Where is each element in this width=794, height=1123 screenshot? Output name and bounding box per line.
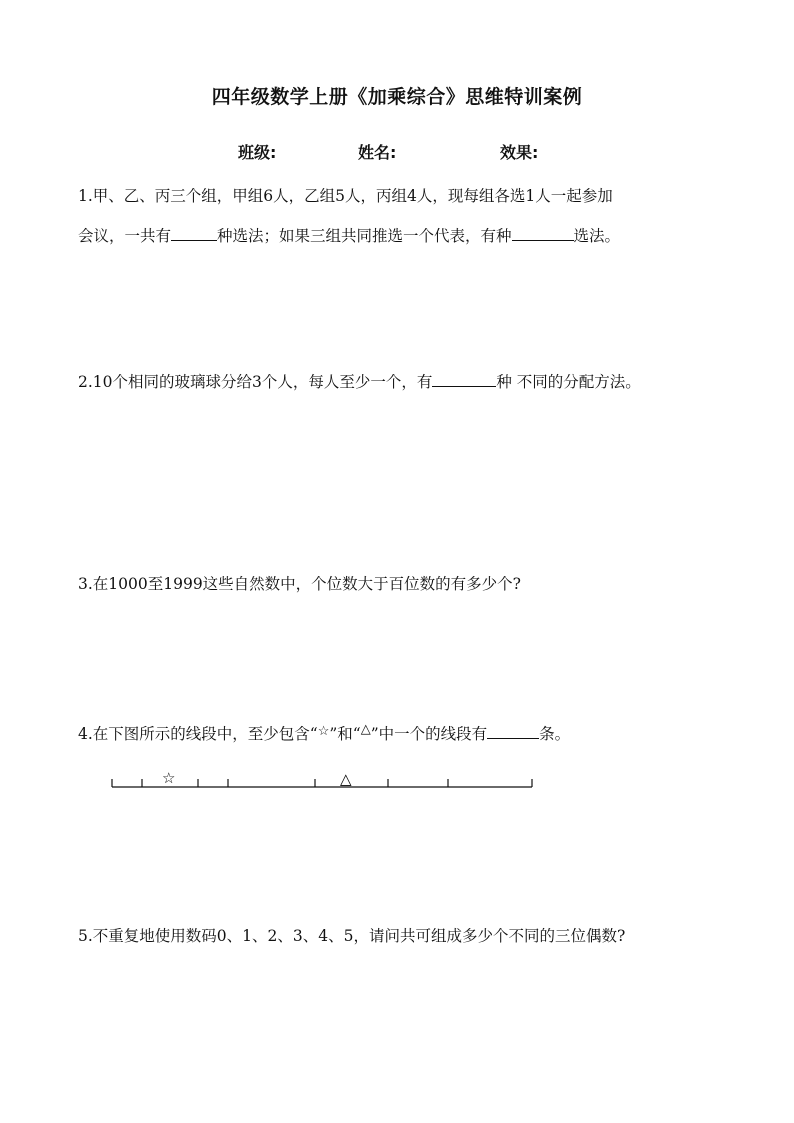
question-1-line-2 bbox=[78, 216, 738, 256]
question-1-line-1: 1.甲、乙、丙三个组，甲组6人，乙组5人，丙组4人，现每组各选1人一起参加 bbox=[78, 187, 613, 205]
question-2 bbox=[78, 362, 738, 402]
answer-blank-1a[interactable] bbox=[171, 222, 217, 241]
question-4-text-c: ”中一个的线段有 bbox=[370, 725, 488, 743]
answer-blank-4[interactable] bbox=[487, 720, 539, 739]
question-3: 3.在1000至1999这些自然数中，个位数大于百位数的有多少个? bbox=[78, 575, 521, 593]
student-info-row bbox=[0, 140, 794, 164]
question-2-text-b: 种 不同的分配方法。 bbox=[496, 373, 641, 391]
question-1 bbox=[78, 176, 738, 256]
segment-figure bbox=[110, 765, 540, 795]
question-4-text-a: 4.在下图所示的线段中，至少包含“ bbox=[78, 725, 318, 743]
question-1-text-b: 种选法；如果三组共同推选一个代表，有种 bbox=[217, 227, 512, 245]
question-2-text-a: 2.10个相同的玻璃球分给3个人，每人至少一个，有 bbox=[78, 373, 433, 391]
name-label: 姓名: bbox=[358, 143, 397, 162]
figure-star-icon: ☆ bbox=[162, 769, 176, 787]
answer-blank-1b[interactable] bbox=[512, 222, 574, 241]
page-title: 四年级数学上册《加乘综合》思维特训案例 bbox=[211, 86, 583, 108]
question-5: 5.不重复地使用数码0、1、2、3、4、5，请问共可组成多少个不同的三位偶数? bbox=[78, 927, 626, 945]
question-4-text-b: ”和“ bbox=[329, 725, 361, 743]
answer-blank-2[interactable] bbox=[432, 368, 496, 387]
class-label: 班级: bbox=[238, 143, 277, 162]
question-1-text-c: 选法。 bbox=[573, 227, 621, 245]
question-4-text-d: 条。 bbox=[539, 725, 571, 743]
triangle-icon: △ bbox=[360, 722, 371, 737]
result-label: 效果: bbox=[500, 143, 539, 162]
question-1-text-a: 会议，一共有 bbox=[78, 227, 172, 245]
question-4 bbox=[78, 710, 738, 754]
figure-triangle-icon: △ bbox=[340, 770, 352, 788]
star-icon: ☆ bbox=[317, 724, 330, 739]
